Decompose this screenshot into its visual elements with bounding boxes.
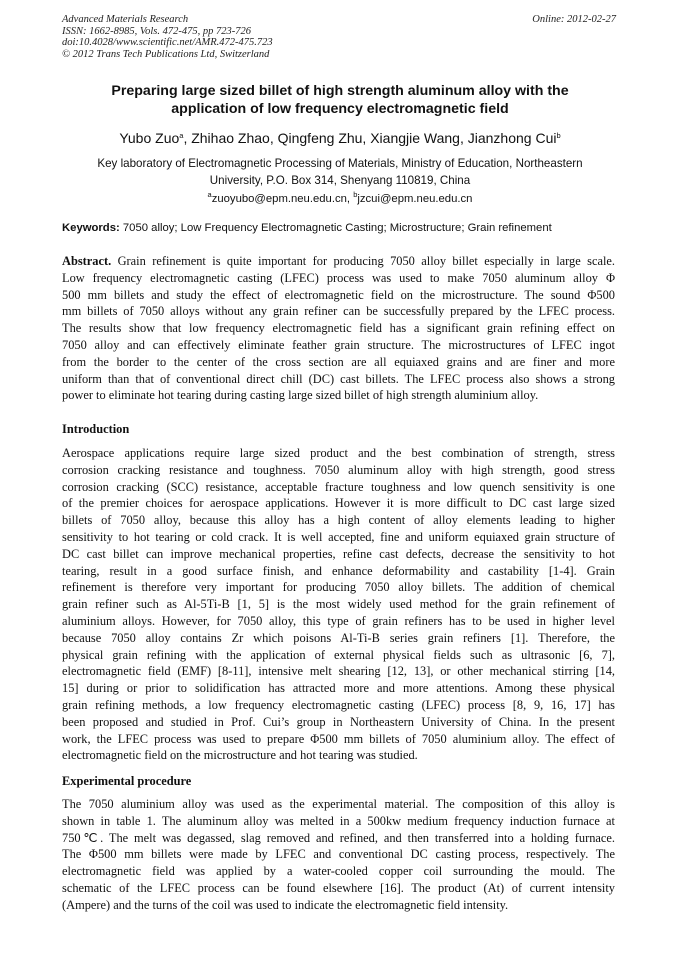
paper-title <box>62 82 618 118</box>
intro-line: of the premier choices for aerospace applications. However it is more difficult to DC cast large sized <box>62 496 615 511</box>
intro-line: physical grain refining with the application of external physical fields such as ultrasonic [6, 7], <box>62 647 615 662</box>
intro-line: aluminium alloys. However, for 7050 alloy, this type of grain refiners has to be used in higher level <box>62 613 615 628</box>
abstract-first-line: Grain refinement is quite important for producing 7050 alloy billet especially in large scale. <box>111 254 615 268</box>
abstract-label: Abstract. <box>62 254 112 268</box>
affiliation-line: University, P.O. Box 314, Shenyang 110819, China <box>209 174 471 187</box>
experimental-body <box>62 796 615 914</box>
abstract-line: uniform than that of conventional direct chill (DC) cast billets. The LFEC process also shows a strong <box>62 371 615 386</box>
email-b-link[interactable]: jzcui@epm.neu.edu.cn <box>357 193 473 205</box>
email-a-link[interactable]: zuoyubo@epm.neu.edu.cn, <box>211 193 354 205</box>
abstract-line: The results show that low frequency electromagnetic field has a significant grain refining effect on <box>62 321 615 336</box>
issn-line: ISSN: 1662-8985, Vols. 472-475, pp 723-726 <box>62 25 251 37</box>
journal-name: Advanced Materials Research <box>62 14 189 25</box>
abstract <box>62 253 615 404</box>
abstract-line: from the border to the center of the cross section are all equiaxed grains and are finer and more <box>62 354 615 369</box>
title-line: Preparing large sized billet of high strength aluminum alloy with the <box>111 83 569 99</box>
online-date: Online: 2012-02-27 <box>532 14 616 25</box>
intro-line: 15] during or prior to solidification has attracted more and more attentions. Among these physical <box>62 681 615 696</box>
intro-line: because 7050 alloy contains Zr which poisons Al-Ti-B series grain refiners [1]. Therefore, the <box>62 630 615 645</box>
abstract-line <box>62 253 615 270</box>
intro-line: tearing, result in a good surface finish, and enhance deformability and castability [1-4]. Grain <box>62 563 615 578</box>
journal-header <box>62 14 618 60</box>
intro-line: corrosion cracking resistance and toughness. 7050 aluminum alloy with high strength, good stress <box>62 462 615 477</box>
intro-line: corrosion cracking (SCC) resistance, acceptable fracture toughness and low quench sensitivity is one <box>62 479 615 494</box>
intro-line: sensitivity to hot tearing or cold crack. It is well accepted, fine and uniform equiaxed grain structure of <box>62 529 615 544</box>
experimental-line: (Ampere) and the turns of the coil was used to indicate the electromagnetic field intensity. <box>62 897 509 912</box>
intro-line: work, the LFEC process was used to prepare Φ500 mm billets of 7050 aluminium alloy. The effect of <box>62 731 615 746</box>
intro-line: billets of 7050 alloy, because this alloy has a high content of alloy elements leading to higher <box>62 513 615 528</box>
experimental-heading: Experimental procedure <box>62 774 192 788</box>
intro-line: been proposed and studied in Prof. Cui’s group in Northeastern University of China. In the present <box>62 714 615 729</box>
abstract-line: Low frequency electromagnetic casting (LFEC) process was used to make 7050 aluminum alloy Φ <box>62 270 615 285</box>
doi-line: doi:10.4028/www.scientific.net/AMR.472-475.723 <box>62 37 273 49</box>
keywords-label: Keywords: <box>62 222 120 234</box>
copyright-line: © 2012 Trans Tech Publications Ltd, Switzerland <box>62 48 270 60</box>
abstract-line: mm billets of 7050 alloys without any grain refiner can be successfully prepared by the LFEC process. <box>62 304 615 319</box>
affiliation <box>62 155 618 189</box>
experimental-line: The Φ500 mm billets were made by LFEC and conventional DC casting process, respectively. The <box>62 847 615 862</box>
experimental-line: schematic of the LFEC process can be found elsewhere [16]. The product (At) of current intensity <box>62 880 615 895</box>
intro-line: electromagnetic field on the microstructure and hot tearing was studied. <box>62 748 418 763</box>
introduction-heading: Introduction <box>62 422 130 436</box>
author-list <box>62 129 618 147</box>
intro-line: DC cast billet can improve mechanical properties, refine cast defects, decrease the sensitivity to hot <box>62 546 615 561</box>
abstract-line: power to eliminate hot tearing during casting large sized billet of high strength aluminium alloy. <box>62 388 539 403</box>
keywords <box>62 221 622 236</box>
abstract-line: 7050 alloy and can effectively eliminate feather grain structure. The microstructures of LFEC ingot <box>62 337 615 352</box>
email-b-sup: b <box>353 190 358 199</box>
title-line: application of low frequency electromagnetic field <box>171 101 509 117</box>
abstract-line: 500 mm billets and study the effect of electromagnetic field on the microstructure. The sound Φ500 <box>62 287 615 302</box>
intro-line: grain refiner such as Al-5Ti-B [1, 5] is the most widely used method for the grain refinement of <box>62 597 615 612</box>
intro-line: refinement is therefore very important for producing 7050 alloy billets. The addition of chemical <box>62 580 615 595</box>
affiliation-line: Key laboratory of Electromagnetic Processing of Materials, Ministry of Education, Northeastern <box>97 157 583 170</box>
intro-line: Aerospace applications require large sized product and the best combination of strength, stress <box>62 446 615 460</box>
experimental-line: 750℃. The melt was degassed, slag removed and refined, and then transferred into a holding furnace. <box>62 830 615 845</box>
author-emails <box>62 192 618 207</box>
intro-line: electromagnetic field (EMF) [8-11], intensive melt shearing [12, 13], or other mechanical stirring [14, <box>62 664 615 679</box>
author-rest: , Zhihao Zhao, Qingfeng Zhu, Xiangjie Wang, Jianzhong Cui <box>183 130 557 146</box>
author-first: Yubo Zuo <box>119 130 180 146</box>
introduction-body <box>62 445 615 764</box>
experimental-line: The 7050 aluminium alloy was used as the experimental material. The composition of this alloy is <box>62 797 615 811</box>
email-a-sup: a <box>207 190 212 199</box>
author-last-sup: b <box>556 131 561 140</box>
intro-line: grain refining methods, a low frequency electromagnetic casting (LFEC) process [8, 9, 16, 17] has <box>62 697 615 712</box>
experimental-line: electromagnetic field was applied by a water-cooled copper coil surrounding the mould. The <box>62 864 615 879</box>
author-first-sup: a <box>179 131 184 140</box>
experimental-line: shown in table 1. The aluminum alloy was melted in a 500kw medium frequency induction furnace at <box>62 813 615 828</box>
keywords-text: 7050 alloy; Low Frequency Electromagnetic Casting; Microstructure; Grain refinement <box>119 222 552 234</box>
